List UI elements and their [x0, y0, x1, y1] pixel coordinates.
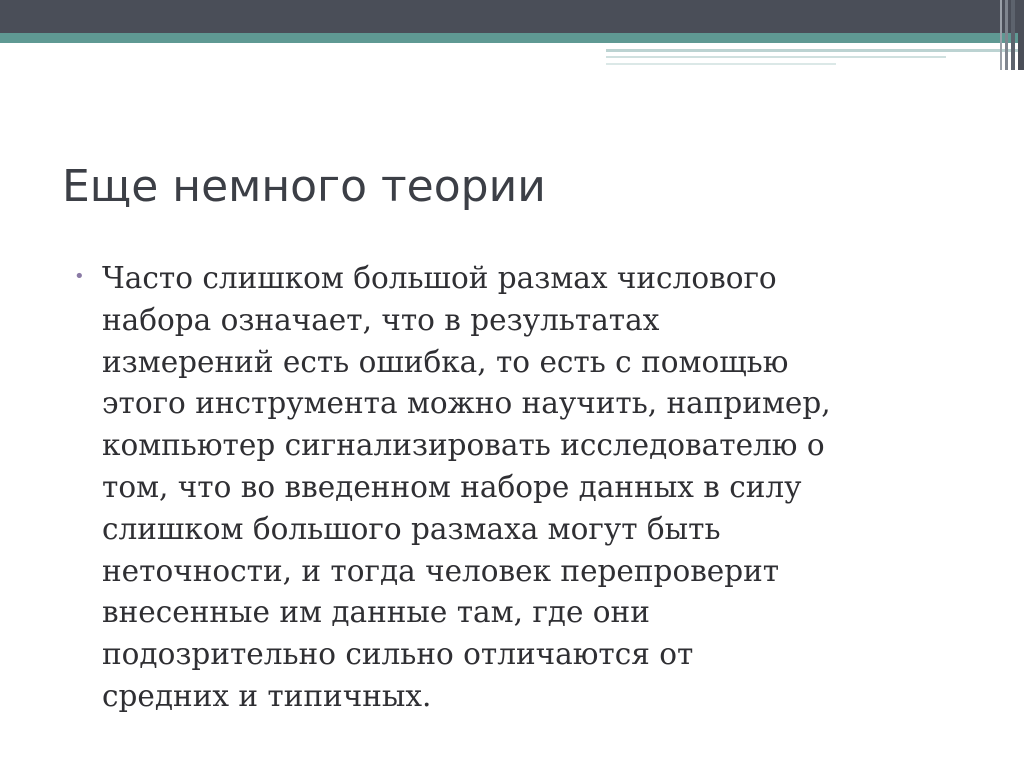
header-accent-line: [606, 56, 946, 58]
text-line: Часто слишком большой размах числового: [102, 261, 777, 295]
text-line: компьютер сигнализировать исследователю о: [102, 428, 825, 463]
edge-stripe: [1011, 0, 1015, 70]
text-line: измерений есть ошибка, то есть с помощью: [102, 344, 789, 379]
slide-title: Еще немного теории: [62, 161, 546, 212]
text-line: внесенные им данные там, где они: [102, 595, 650, 630]
text-line: средних и типичных.: [102, 678, 432, 713]
text-line: подозрительно сильно отличаются от: [102, 637, 694, 672]
text-line: том, что во введенном наборе данных в силу: [102, 469, 802, 504]
text-line: неточности, и тогда человек перепроверит: [102, 553, 780, 588]
edge-stripe: [1005, 0, 1008, 70]
bullet-text: [102, 258, 972, 718]
header-band-teal: [0, 33, 1024, 43]
edge-stripe: [1018, 0, 1024, 70]
bullet-marker: •: [74, 266, 85, 287]
slide-body: [72, 258, 972, 718]
edge-stripes-decoration: [994, 0, 1024, 70]
text-line: слишком большого размаха могут быть: [102, 511, 721, 546]
bullet-item: [72, 258, 972, 718]
edge-stripe: [1000, 0, 1002, 70]
header-accent-line: [606, 63, 836, 65]
text-line: этого инструмента можно научить, например,: [102, 386, 831, 421]
header-band-dark: [0, 0, 1024, 33]
text-line: набора означает, что в результатах: [102, 302, 660, 337]
header-accent-line: [606, 49, 1024, 52]
